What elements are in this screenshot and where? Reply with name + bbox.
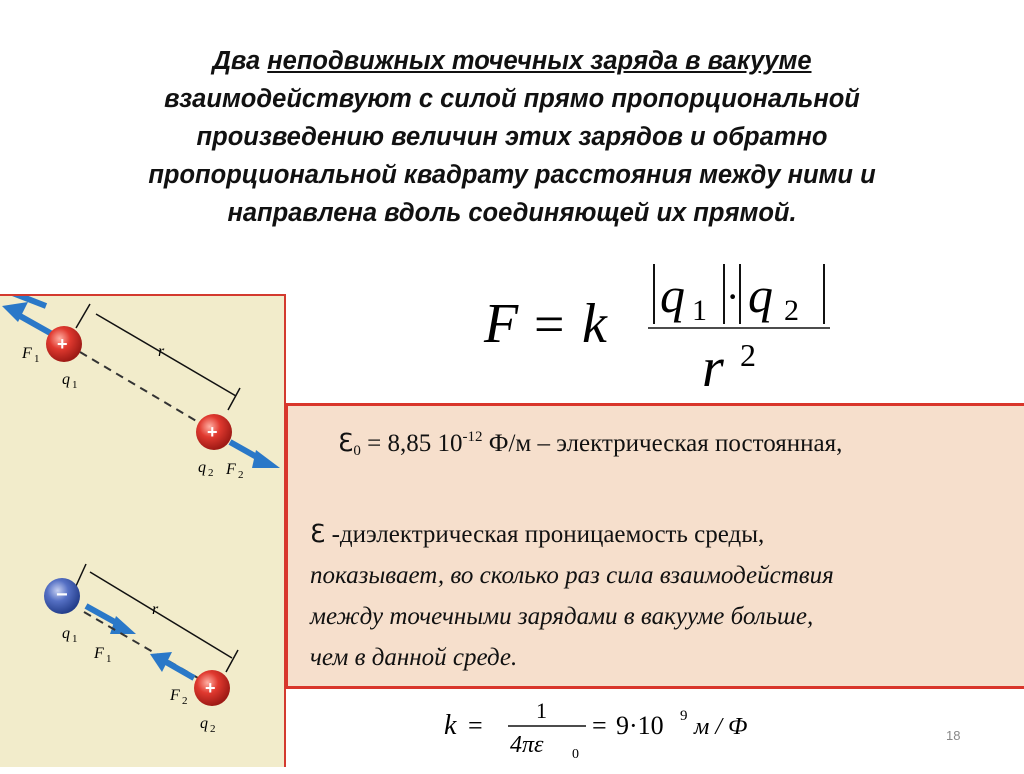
k-denominator: 4πε — [510, 732, 544, 758]
distance-dashed-line-top — [80, 352, 198, 422]
force-arrow-f1-shaft-top — [20, 316, 52, 334]
formula-r-exp: 2 — [740, 337, 756, 373]
eps-symbol: ℇ — [310, 521, 326, 548]
q2-label-top: q — [198, 459, 206, 476]
tick-b-top — [228, 388, 240, 410]
slide-number: 18 — [946, 728, 961, 743]
formula-dot: · — [726, 274, 740, 319]
formula-q2: q — [748, 267, 773, 323]
q1-sub-bottom: 1 — [72, 633, 78, 645]
formula-k: k — [582, 293, 607, 355]
permittivity-line-4: чем в данной среде. — [310, 644, 518, 671]
f1-sub-bottom: 1 — [106, 653, 112, 665]
k-numerator: 1 — [536, 698, 547, 723]
tick-a-bottom — [76, 564, 86, 586]
permittivity-description — [310, 514, 1024, 678]
arrow-head-f2-top — [252, 450, 280, 468]
formula-f: F — [484, 293, 519, 355]
formula-r: r — [702, 337, 724, 398]
distance-line-bottom — [90, 572, 232, 658]
title-line-1 — [10, 42, 1014, 80]
q2-sub-top: 2 — [208, 467, 214, 479]
formula-q2-sub: 2 — [784, 294, 799, 327]
charge-sign-q1-bottom: − — [56, 584, 68, 606]
eps0-sub: 0 — [353, 443, 361, 459]
k-denominator-sub: 0 — [572, 747, 579, 762]
title-line-5: направлена вдоль соединяющей их прямой. — [227, 199, 797, 227]
title-line-4: пропорциональной квадрату расстояния между ними и — [148, 161, 876, 189]
charges-diagram — [0, 296, 286, 769]
attraction-diagram — [44, 564, 238, 735]
k-exp: 9 — [680, 708, 688, 724]
k-units: м / Ф — [694, 714, 748, 740]
f2-sub-bottom: 2 — [182, 695, 188, 707]
constants-info-box — [285, 403, 1024, 689]
k-constant-formula — [440, 694, 840, 764]
q2-label-bottom: q — [200, 715, 208, 732]
charge-sign-q2-bottom: + — [205, 678, 216, 698]
eps0-symbol: ℇ — [338, 430, 354, 457]
tick-a-top — [76, 304, 90, 328]
permittivity-line-3: между точечными зарядами в вакууме больше, — [310, 603, 814, 630]
k-eq2: = — [592, 711, 607, 740]
title-line-3: произведению величин этих зарядов и обратно — [196, 123, 828, 151]
force-arrow-f2-bottom — [166, 662, 194, 678]
slide-title — [10, 42, 1014, 232]
k-value: 9·10 — [616, 711, 664, 740]
eps0-rest: Ф/м – электрическая постоянная, — [482, 430, 843, 457]
q1-sub-top: 1 — [72, 379, 78, 391]
formula-q1-sub: 1 — [692, 294, 707, 327]
charges-diagram-panel — [0, 294, 286, 767]
eps0-value: = 8,85 10 — [360, 430, 463, 457]
charge-sign-q1-top: + — [57, 334, 68, 354]
permittivity-line-1 — [310, 514, 1024, 555]
title-line-1-pre: Два — [212, 47, 268, 75]
q1-label-top: q — [62, 371, 70, 388]
q2-sub-bottom: 2 — [210, 723, 216, 735]
repulsion-diagram — [2, 296, 280, 481]
formula-equals: = — [534, 294, 565, 354]
title-underlined-phrase: неподвижных точечных заряда в вакууме — [267, 47, 812, 75]
distance-label-bottom: r — [152, 601, 159, 618]
eps-definition: -диэлектрическая проницаемость среды, — [325, 521, 765, 548]
f2-label-top: F — [226, 461, 236, 478]
f1-label-bottom: F — [94, 645, 104, 662]
q1-label-bottom: q — [62, 625, 70, 642]
f2-sub-top: 2 — [238, 469, 244, 481]
electric-constant-line — [338, 428, 842, 460]
k-eq1: = — [468, 711, 483, 740]
title-line-2: взаимодействуют с силой прямо пропорциональной — [164, 85, 860, 113]
eps0-exp: -12 — [462, 429, 483, 445]
f2-label-bottom: F — [170, 687, 180, 704]
permittivity-line-2: показывает, во сколько раз сила взаимодействия — [310, 562, 834, 589]
k-lhs: k — [444, 710, 457, 741]
distance-label-top: r — [158, 343, 165, 360]
formula-q1: q — [660, 267, 685, 323]
charge-sign-q2-top: + — [207, 422, 218, 442]
f1-sub-top: 1 — [34, 353, 40, 365]
tick-b-bottom — [226, 650, 238, 672]
f1-label-top: F — [22, 345, 32, 362]
coulomb-formula — [478, 258, 858, 398]
distance-line-top — [96, 314, 236, 396]
